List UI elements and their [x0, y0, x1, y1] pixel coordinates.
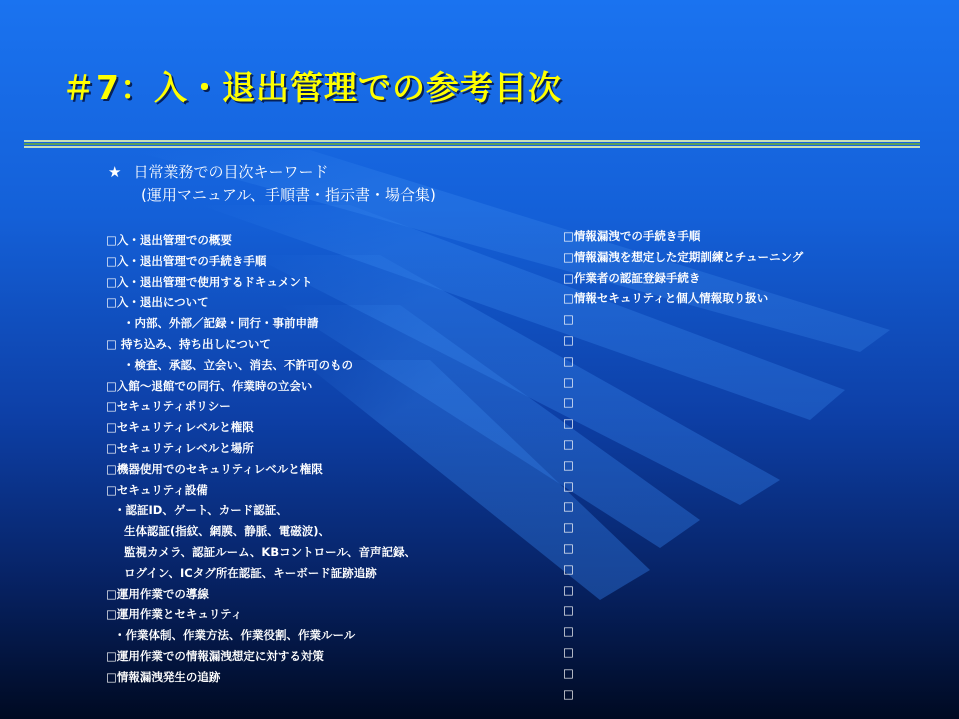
slide-title: ＃7：入・退出管理での参考目次 — [62, 68, 562, 107]
list-item: □ — [563, 457, 574, 472]
list-item: □ — [563, 499, 574, 514]
list-item: □セキュリティポリシー — [106, 399, 231, 414]
list-item: □入・退出について — [106, 295, 209, 310]
title-rule-top — [24, 140, 920, 142]
toc-list-left — [106, 230, 416, 688]
list-item: □ — [563, 665, 574, 680]
list-item: □セキュリティレベルと権限 — [106, 420, 254, 435]
list-item: □ — [563, 644, 574, 659]
list-item: □ — [563, 436, 574, 451]
list-item: □ — [563, 416, 574, 431]
list-item: □情報漏洩を想定した定期訓練とチューニング — [563, 249, 804, 264]
list-item: □ — [563, 478, 574, 493]
list-item: 監視カメラ、認証ルーム、KBコントロール、音声記録、 — [124, 544, 416, 559]
list-item: □運用作業とセキュリティ — [106, 607, 243, 622]
list-item: □入・退出管理で使用するドキュメント — [106, 274, 313, 289]
list-item: □ — [563, 395, 574, 410]
list-item: □情報漏洩発生の追跡 — [106, 669, 221, 684]
toc-list-right — [563, 226, 803, 704]
list-item: □運用作業での情報漏洩想定に対する対策 — [106, 648, 324, 663]
list-item: □ — [563, 582, 574, 597]
list-item: 生体認証(指紋、網膜、静脈、電磁波)、 — [124, 524, 331, 539]
star-icon: ★ — [108, 163, 122, 181]
heading-line-1: 日常業務での目次キーワード — [133, 163, 329, 181]
list-item: □機器使用でのセキュリティレベルと権限 — [106, 461, 323, 476]
list-item: □ — [563, 686, 574, 701]
heading-line-2: (運用マニュアル、手順書・指示書・場合集) — [141, 186, 436, 204]
list-item: □ — [563, 603, 574, 618]
list-item: □ — [563, 332, 574, 347]
list-item: □ — [563, 312, 574, 327]
list-item: ・作業体制、作業方法、作業役割、作業ルール — [114, 628, 356, 643]
list-item: □入館～退館での同行、作業時の立会い — [106, 378, 313, 393]
section-heading — [108, 161, 436, 207]
list-item: □入・退出管理での概要 — [106, 233, 232, 247]
list-item: ・内部、外部／記録・同行・事前申請 — [123, 316, 319, 331]
list-item: □情報漏洩での手続き手順 — [563, 229, 701, 243]
list-item: ログイン、ICタグ所在認証、キーボード証跡追跡 — [124, 565, 377, 580]
list-item: □ — [563, 624, 574, 639]
list-item: □ — [563, 374, 574, 389]
list-item: □ — [563, 353, 574, 368]
title-rule-middle — [24, 143, 920, 145]
list-item: ・検査、承認、立会い、消去、不許可のもの — [123, 357, 353, 372]
list-item: □ — [563, 561, 574, 576]
list-item: □ 持ち込み、持ち出しについて — [106, 336, 271, 351]
list-item: □入・退出管理での手続き手順 — [106, 253, 267, 268]
list-item: □セキュリティ設備 — [106, 482, 208, 497]
list-item: □運用作業での導線 — [106, 586, 209, 601]
list-item: ・認証ID、ゲート、カード認証、 — [114, 503, 288, 518]
list-item: □作業者の認証登録手続き — [563, 270, 701, 285]
title-rule-bottom — [24, 146, 920, 148]
list-item: □ — [563, 520, 574, 535]
list-item: □情報セキュリティと個人情報取り扱い — [563, 291, 769, 306]
list-item: □セキュリティレベルと場所 — [106, 440, 254, 455]
list-item: □ — [563, 540, 574, 555]
